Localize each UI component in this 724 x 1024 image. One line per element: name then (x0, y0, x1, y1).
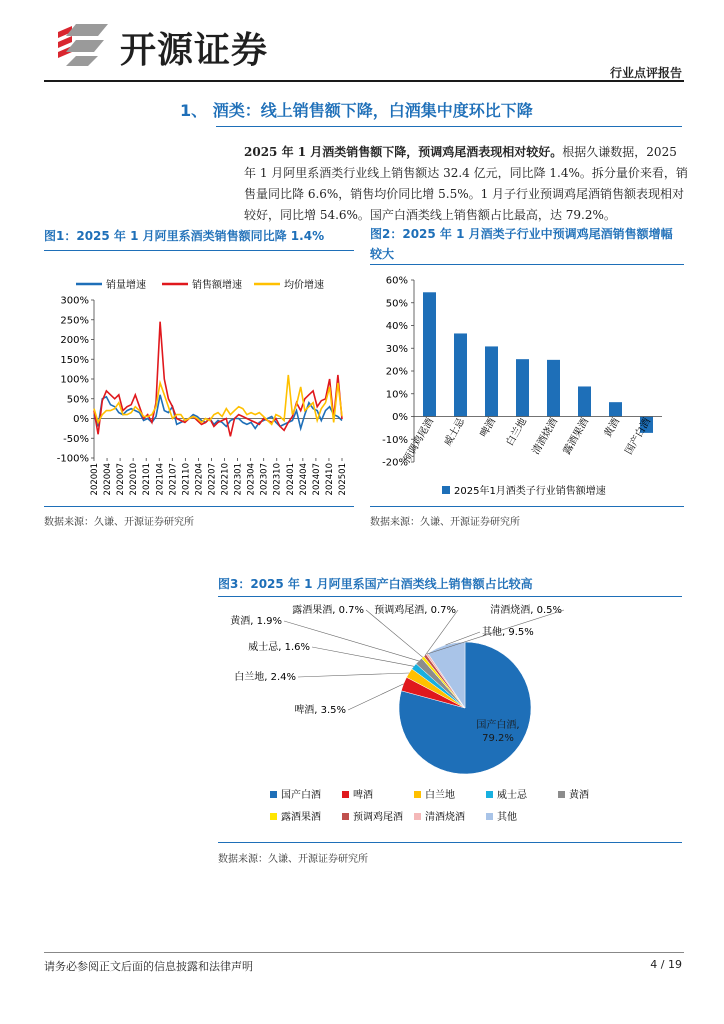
fig2-bar (423, 292, 436, 416)
fig1-ytick-label: 50% (66, 394, 89, 406)
fig3-slice-label: 白兰地, 2.4% (234, 672, 296, 683)
fig2-legend: 2025年1月酒类子行业销售额增速 (454, 486, 606, 497)
fig2-ytick-label: -20% (382, 457, 408, 469)
fig1-bottom-rule (44, 506, 354, 507)
fig1-xtick-label: 202210 (220, 463, 231, 496)
fig3-slice-label: 威士忌, 1.6% (248, 642, 310, 653)
fig2-bar (485, 346, 498, 416)
fig3-legend-swatch (270, 813, 277, 820)
brand-logo-icon (58, 22, 114, 68)
fig3-top-rule (218, 596, 682, 597)
fig3-slice-label: 露酒果酒, 0.7% (292, 605, 364, 616)
fig3-legend-swatch (270, 791, 277, 798)
fig3-source: 数据来源：久谦、开源证券研究所 (218, 854, 368, 865)
fig2-category-label: 预调鸡尾酒 (401, 416, 437, 466)
fig2-bar (547, 360, 560, 417)
fig3-slice-label: 黄酒, 1.9% (230, 616, 282, 627)
fig1-xtick-label: 202001 (90, 463, 100, 496)
fig3-leader-line (366, 610, 423, 657)
fig3-legend-swatch (558, 791, 565, 798)
fig1-ytick-label: 100% (60, 374, 89, 386)
fig1-ytick-label: 0% (73, 414, 89, 425)
fig3-slice-label: 啤酒, 3.5% (294, 705, 346, 716)
fig1-xtick-label: 202104 (155, 463, 166, 496)
fig3-legend-swatch (414, 813, 421, 820)
fig1-xtick-label: 202501 (338, 463, 348, 496)
fig2-source: 数据来源：久谦、开源证券研究所 (370, 517, 520, 528)
fig2-top-rule (370, 264, 684, 265)
fig1-legend-0: 销量增速 (106, 280, 146, 291)
fig3-legend-label: 白兰地 (425, 790, 455, 801)
fig3-legend-label: 黄酒 (569, 790, 589, 801)
fig3-leader-line (312, 647, 414, 666)
fig2-ytick-label: 30% (385, 343, 408, 355)
fig3-legend-label: 啤酒 (353, 790, 373, 801)
fig1-source: 数据来源：久谦、开源证券研究所 (44, 517, 194, 528)
fig3-legend-label: 清酒烧酒 (425, 812, 465, 823)
fig1-ytick-label: -50% (63, 433, 89, 445)
fig1-xtick-label: 202401 (285, 463, 296, 496)
fig3-legend-swatch (414, 791, 421, 798)
fig2-bar (516, 359, 529, 416)
fig3-leader-line (298, 673, 409, 677)
fig2-category-label: 国产白酒 (623, 416, 654, 457)
fig3-legend-swatch (486, 791, 493, 798)
fig2-bottom-rule (370, 506, 684, 507)
fig3-slice-label: 其他, 9.5% (482, 627, 534, 638)
fig1-xtick-label: 202110 (181, 463, 192, 496)
fig1-xtick-label: 202410 (324, 463, 335, 496)
section-underline (216, 126, 682, 127)
fig1-xtick-label: 202204 (194, 463, 205, 496)
fig1-xtick-label: 202004 (103, 463, 114, 496)
fig2-ytick-label: 0% (392, 412, 408, 423)
fig1-legend-2: 均价增速 (284, 280, 324, 291)
fig3-leader-line (284, 621, 419, 661)
fig2-bar (578, 386, 591, 416)
fig3-title: 图3：2025 年 1 月阿里系国产白酒类线上销售额占比较高 (218, 577, 533, 591)
fig1-ytick-label: 200% (60, 335, 89, 346)
fig3-legend-label: 威士忌 (497, 790, 527, 801)
fig2-category-label: 威士忌 (442, 416, 468, 448)
fig3-legend-swatch (486, 813, 493, 820)
footer-divider (44, 952, 684, 953)
fig2-ytick-label: -10% (382, 434, 408, 446)
fig3-legend-label: 其他 (497, 812, 517, 823)
fig1-xtick-label: 202107 (168, 463, 179, 496)
fig2-bar-chart (370, 268, 684, 504)
fig2-ytick-label: 50% (385, 298, 408, 310)
fig2-bar (609, 402, 622, 416)
fig3-slice-label: 预调鸡尾酒, 0.7% (374, 605, 456, 616)
body-paragraph (244, 142, 688, 226)
fig1-xtick-label: 202301 (233, 463, 244, 496)
fig2-category-label: 清酒烧酒 (530, 416, 561, 457)
fig1-ytick-label: 300% (60, 295, 89, 307)
fig1-legend-1: 销售额增速 (192, 280, 242, 291)
fig2-ytick-label: 10% (385, 389, 408, 401)
report-type-tag: 行业点评报告 (609, 66, 682, 80)
fig1-ytick-label: 250% (60, 315, 89, 327)
page-number: 4 / 19 (650, 958, 682, 971)
fig1-xtick-label: 202404 (298, 463, 309, 496)
body-text: 根据久谦数据，2025 年 1 月阿里系酒类行业线上销售额达 32.4 亿元，同比降 1.4%。拆分量价来看，销售量同比降 6.6%，销售均价同比增 5.5%。1 月子行业预调鸡尾酒销售额表现相对较好，同比增 54.6%。国产白酒类线上销售额占比最高，达 79.2%。 (244, 145, 688, 222)
fig1-xtick-label: 202007 (116, 463, 127, 496)
fig3-legend-swatch (342, 791, 349, 798)
fig3-legend-label: 预调鸡尾酒 (353, 812, 403, 823)
fig2-bar (454, 333, 467, 416)
fig3-leader-line (348, 684, 404, 710)
fig2-category-label: 黄酒 (602, 416, 623, 440)
fig2-ytick-label: 60% (385, 275, 408, 287)
fig1-ytick-label: 150% (60, 354, 89, 366)
fig2-ytick-label: 40% (385, 321, 408, 332)
fig1-xtick-label: 202407 (311, 463, 322, 496)
section-title: 1、 酒类：线上销售额下降，白酒集中度环比下降 (180, 101, 533, 120)
fig2-ytick-label: 20% (385, 366, 408, 378)
fig2-title: 图2：2025 年 1 月酒类子行业中预调鸡尾酒销售额增幅较大 (370, 227, 673, 261)
fig2-legend-swatch (442, 486, 450, 494)
fig1-xtick-label: 202207 (207, 463, 218, 496)
footer-disclaimer: 请务必参阅正文后面的信息披露和法律声明 (44, 960, 253, 973)
fig1-legend (76, 278, 324, 291)
fig1-series-line-1 (94, 322, 342, 437)
fig3-slice-label: 清酒烧酒, 0.5% (490, 605, 562, 616)
fig3-legend-label: 国产白酒 (281, 790, 321, 801)
fig2-category-label: 啤酒 (478, 416, 499, 440)
fig1-xtick-label: 202101 (142, 463, 153, 496)
fig1-top-rule (44, 250, 354, 251)
fig3-slice-value: 79.2% (482, 733, 514, 744)
fig1-line-chart (44, 252, 354, 504)
fig1-xtick-label: 202310 (272, 463, 283, 496)
fig2-category-label: 白兰地 (504, 416, 530, 448)
fig1-xtick-label: 202307 (259, 463, 270, 496)
brand-name: 开源证券 (120, 30, 269, 71)
body-lead: 2025 年 1 月酒类销售额下降，预调鸡尾酒表现相对较好。 (244, 145, 563, 159)
fig2-category-label: 露酒果酒 (561, 416, 592, 457)
fig1-ytick-label: -100% (56, 453, 89, 465)
fig3-legend-swatch (342, 813, 349, 820)
fig3-slice-label: 国产白酒, (476, 720, 520, 731)
header-divider (44, 80, 684, 82)
fig1-xtick-label: 202304 (246, 463, 257, 496)
fig1-title: 图1：2025 年 1 月阿里系酒类销售额同比降 1.4% (44, 229, 325, 243)
fig3-pie-chart (218, 600, 682, 840)
fig3-bottom-rule (218, 842, 682, 843)
fig1-xtick-label: 202010 (129, 463, 140, 496)
fig3-legend-label: 露酒果酒 (281, 812, 321, 823)
